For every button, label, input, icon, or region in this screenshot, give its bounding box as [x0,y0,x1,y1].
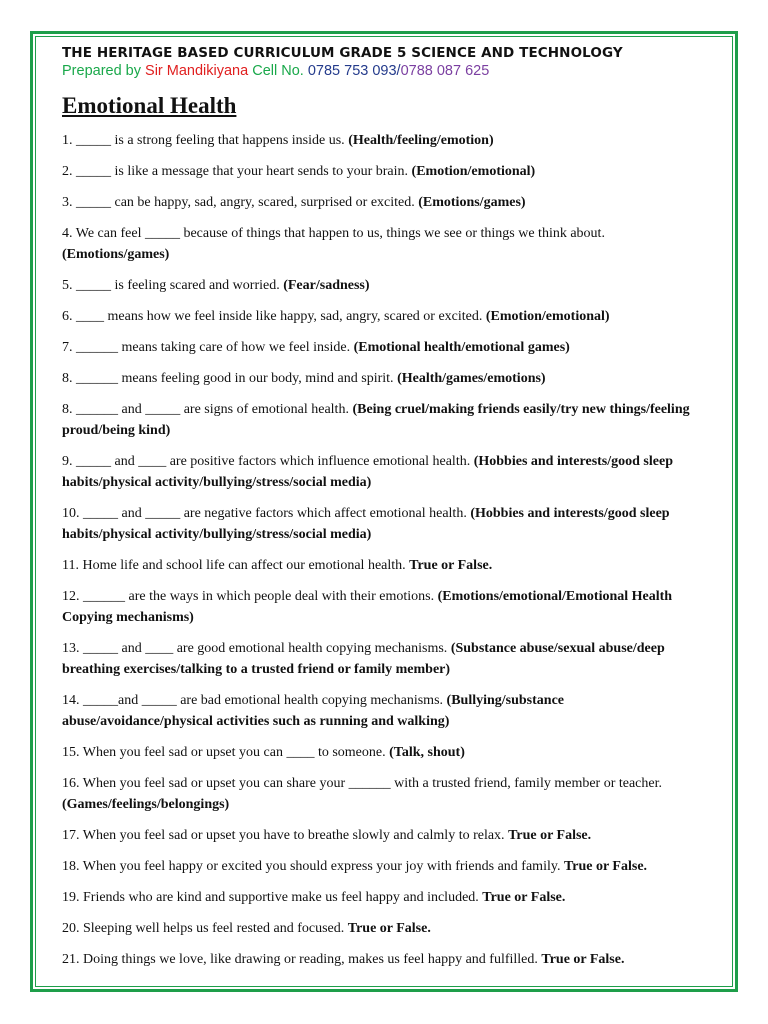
question-item [62,275,708,296]
answer-options: True or False. [409,558,493,573]
question-item [62,161,708,182]
prepared-by-label: Prepared by [62,63,146,79]
question-list [62,130,708,970]
question-text: 15. When you feel sad or upset you can ____ to someone. [62,745,390,760]
question-item [62,825,708,846]
answer-options: True or False. [347,921,431,936]
question-item [62,192,708,213]
phone-separator: / [396,63,401,79]
question-item [62,638,708,680]
answer-options: (Emotion/emotional) [485,309,610,324]
answer-options: (Emotions/emotional/Emotional Health Copying mechanisms) [62,589,673,625]
question-item [62,368,708,389]
question-item [62,555,708,576]
question-text: 1. _____ is a strong feeling that happens inside us. [62,133,349,148]
question-text: 6. ____ means how we feel inside like happy, sad, angry, scared or excited. [62,309,486,324]
answer-options: (Games/feelings/belongings) [62,797,230,812]
question-item [62,337,708,358]
answer-options: (Health/feeling/emotion) [348,133,494,148]
answer-options: (Talk, shout) [389,745,465,760]
question-text: 5. _____ is feeling scared and worried. [62,278,284,293]
answer-options: (Being cruel/making friends easily/try new things/feeling proud/being kind) [62,402,690,438]
answer-options: True or False. [541,952,625,967]
question-text: 12. ______ are the ways in which people deal with their emotions. [62,589,438,604]
question-text: 14. _____and _____ are bad emotional health copying mechanisms. [62,693,447,708]
question-text: 9. _____ and ____ are positive factors which influence emotional health. [62,454,474,469]
worksheet-content [62,44,708,980]
question-item [62,856,708,877]
question-item [62,223,708,265]
question-item [62,399,708,441]
question-item [62,887,708,908]
question-item [62,306,708,327]
answer-options: (Substance abuse/sexual abuse/deep breathing exercises/talking to a trusted friend or family member) [62,641,665,677]
answer-options: True or False. [563,859,648,874]
question-text: 7. ______ means taking care of how we feel inside. [62,340,354,355]
answer-options: (Hobbies and interests/good sleep habits/physical activity/bullying/stress/social media) [62,506,670,542]
question-item [62,586,708,628]
question-text: 21. Doing things we love, like drawing or reading, makes us feel happy and fulfilled. [62,952,542,967]
answer-options: (Emotion/emotional) [411,164,536,179]
phone-number-1: 0785 753 093 [307,63,397,79]
answer-options: (Health/games/emotions) [397,371,546,386]
question-text: 2. _____ is like a message that your heart sends to your brain. [62,164,412,179]
question-text: 8. ______ and _____ are signs of emotional health. [62,402,353,417]
answer-options: (Fear/sadness) [283,278,370,293]
question-item [62,503,708,545]
answer-options: (Bullying/substance abuse/avoidance/physical activities such as running and walking) [62,693,565,729]
answer-options: (Emotions/games) [62,247,170,262]
question-item [62,773,708,815]
question-item [62,451,708,493]
question-text: 17. When you feel sad or upset you have to breathe slowly and calmly to relax. [62,828,509,843]
question-text: 20. Sleeping well helps us feel rested and focused. [62,921,348,936]
question-text: 16. When you feel sad or upset you can share your ______ with a trusted friend, family member or teacher. [62,776,663,791]
answer-options: True or False. [482,890,566,905]
author-line [62,62,708,80]
question-item [62,918,708,939]
curriculum-heading: THE HERITAGE BASED CURRICULUM GRADE 5 SCIENCE AND TECHNOLOGY [62,45,623,61]
answer-options: (Emotional health/emotional games) [353,340,570,355]
question-text: 19. Friends who are kind and supportive make us feel happy and included. [62,890,483,905]
question-text: 11. Home life and school life can affect our emotional health. [62,558,410,573]
question-item [62,949,708,970]
cell-label: Cell No. [248,63,308,79]
question-item [62,130,708,151]
question-text: 4. We can feel _____ because of things that happen to us, things we see or things we think about. [62,226,605,241]
page-title: Emotional Health [62,93,237,118]
answer-options: True or False. [508,828,592,843]
answer-options: (Hobbies and interests/good sleep habits/physical activity/bullying/stress/social media) [62,454,673,490]
question-text: 13. _____ and ____ are good emotional health copying mechanisms. [62,641,451,656]
question-item [62,690,708,732]
phone-number-2: 0788 087 625 [400,63,490,79]
question-text: 8. ______ means feeling good in our body, mind and spirit. [62,371,398,386]
question-text: 3. _____ can be happy, sad, angry, scared, surprised or excited. [62,195,419,210]
question-item [62,742,708,763]
author-name: Sir Mandikiyana [145,63,249,79]
question-text: 10. _____ and _____ are negative factors which affect emotional health. [62,506,471,521]
question-text: 18. When you feel happy or excited you should express your joy with friends and family. [62,859,564,874]
answer-options: (Emotions/games) [418,195,526,210]
